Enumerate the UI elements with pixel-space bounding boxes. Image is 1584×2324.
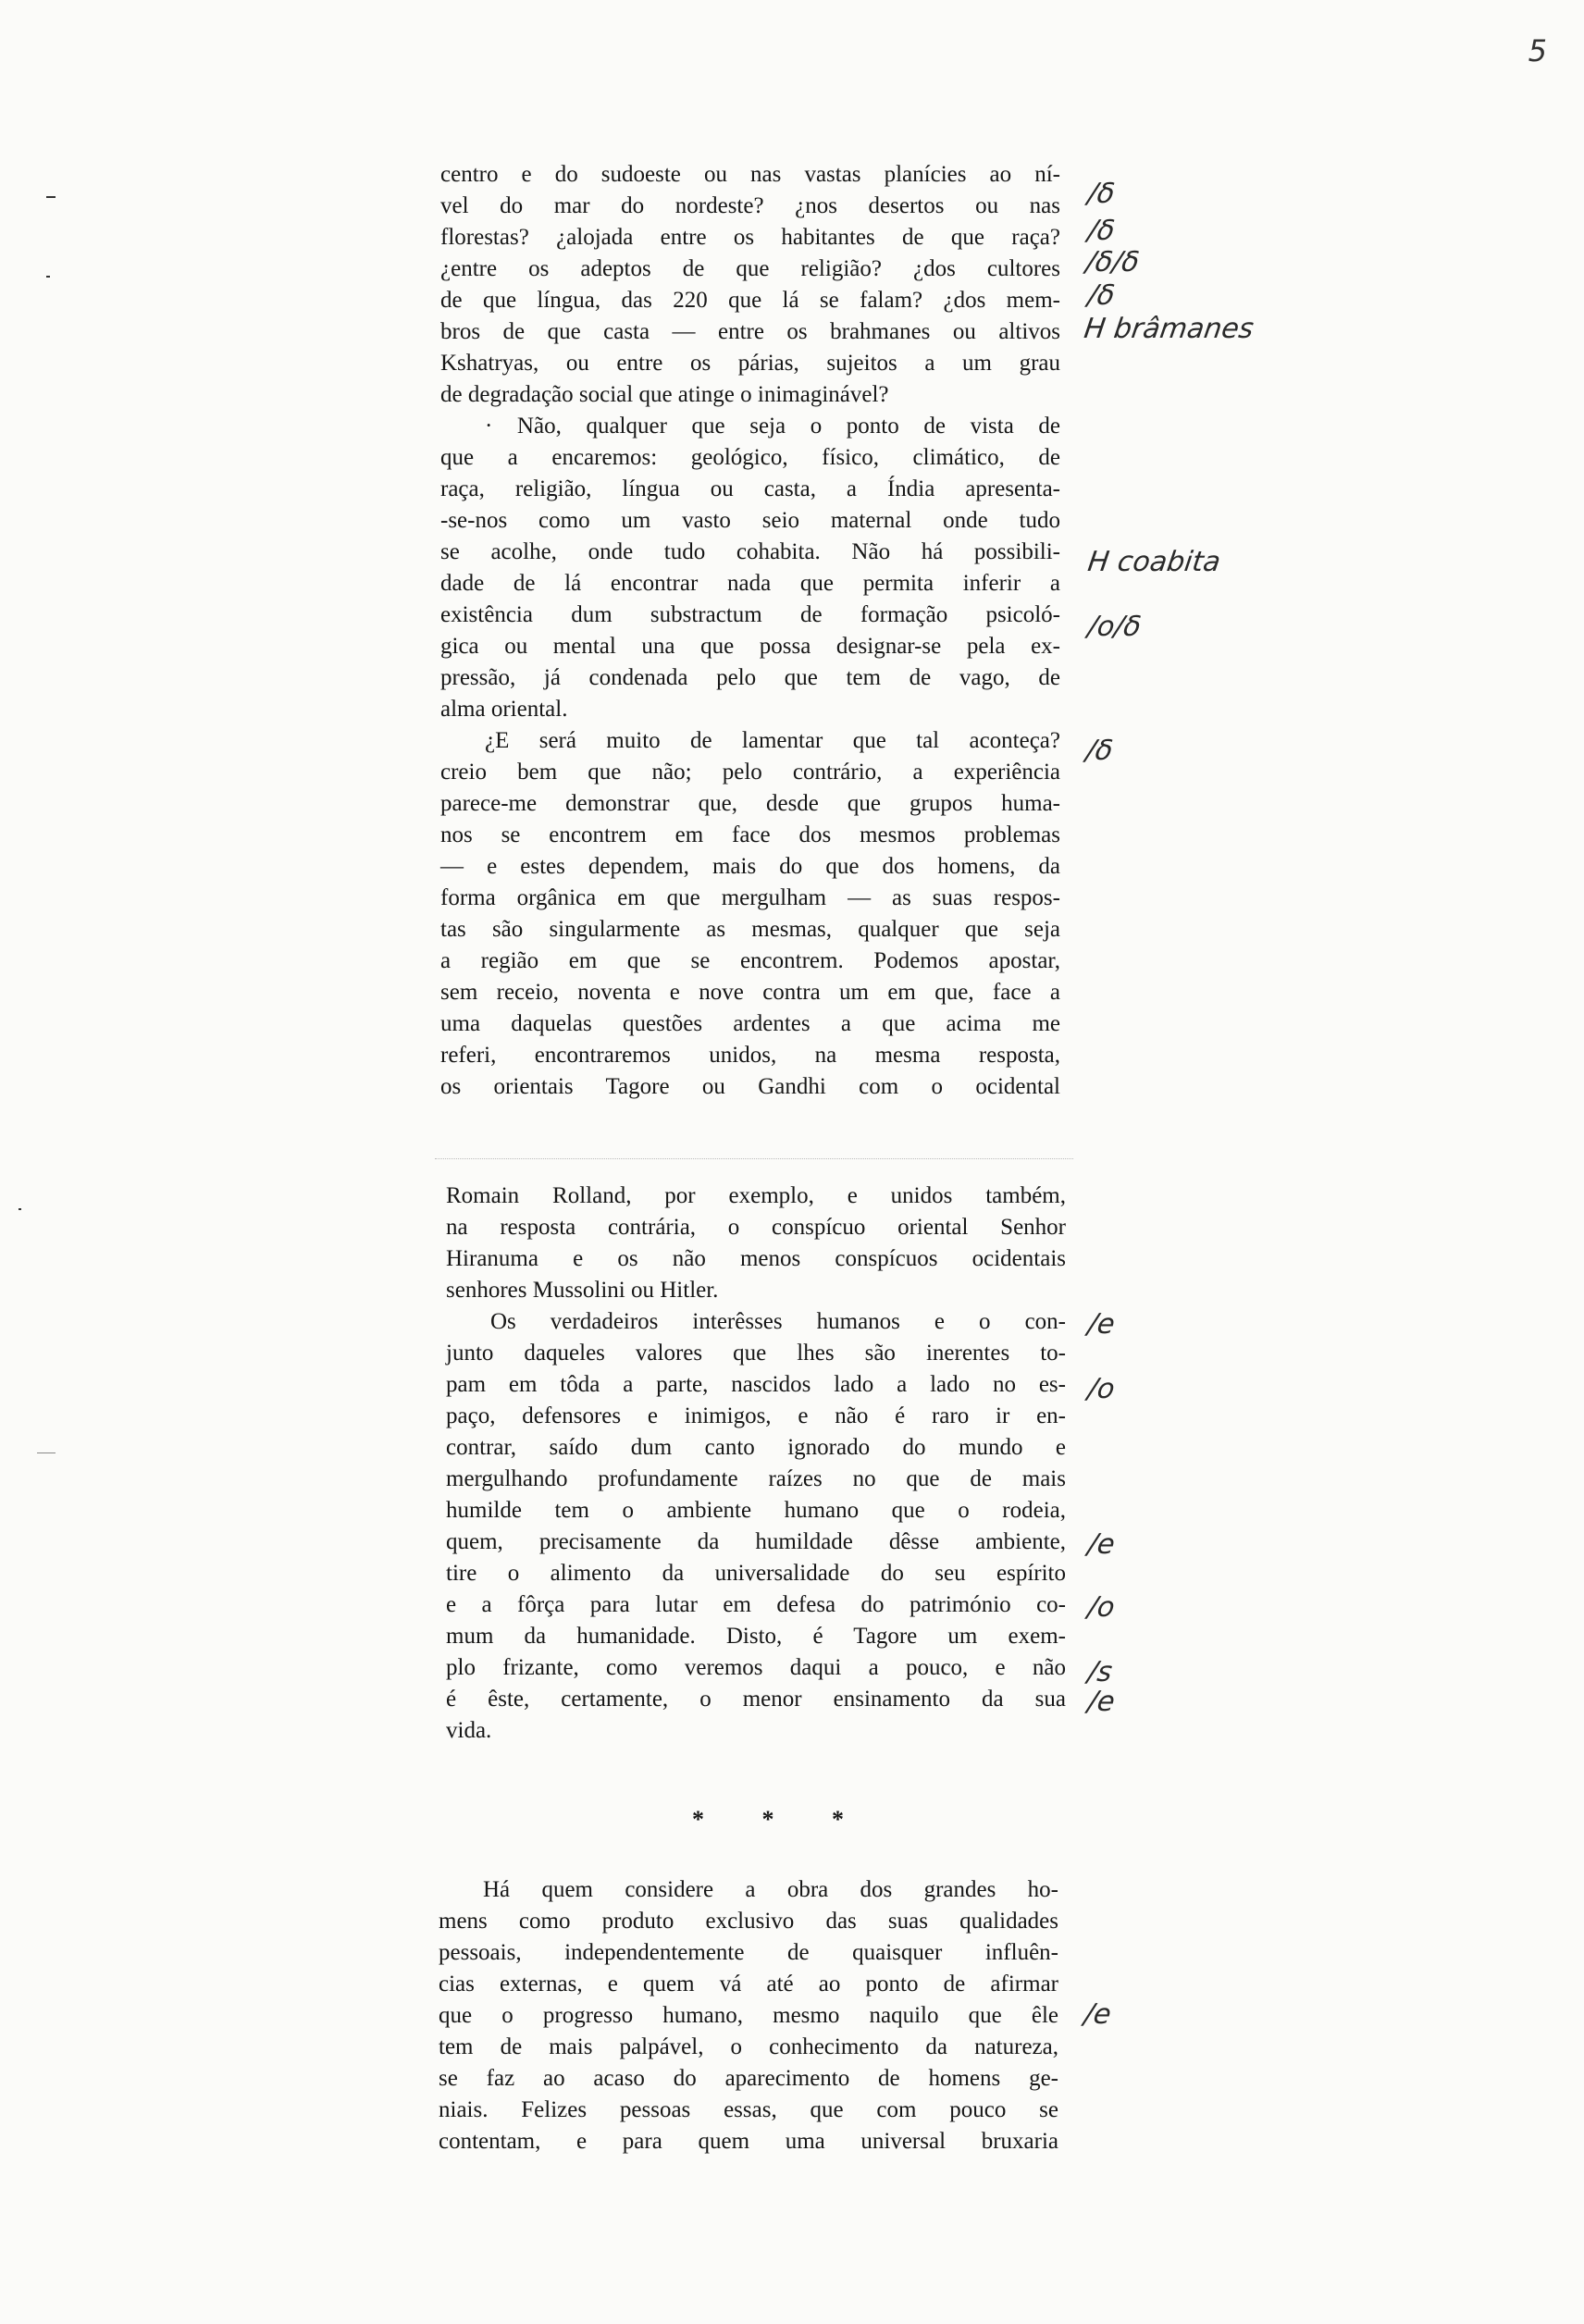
margin-note: /e bbox=[1082, 1998, 1114, 2031]
text-line: de que língua, das 220 que lá se falam? ¿dos mem- bbox=[440, 288, 1060, 313]
text-line: uma daquelas questões ardentes a que acima me bbox=[440, 1011, 1060, 1036]
text-line: ¿E será muito de lamentar que tal aconteça? bbox=[485, 728, 1060, 753]
scan-speck bbox=[37, 1452, 56, 1453]
margin-note: H brâmanes bbox=[1082, 313, 1256, 345]
text-line: raça, religião, língua ou casta, a Índia apresenta- bbox=[440, 476, 1060, 501]
margin-note: /e bbox=[1085, 1308, 1118, 1341]
text-line: tire o alimento da universalidade do seu espírito bbox=[446, 1561, 1066, 1586]
fold-line bbox=[435, 1158, 1073, 1160]
text-line: pessoais, independentemente de quaisquer influên- bbox=[439, 1940, 1058, 1965]
text-line: existência dum substractum de formação psicoló- bbox=[440, 602, 1060, 627]
text-line: -se-nos como um vasto seio maternal onde tudo bbox=[440, 508, 1060, 533]
scan-speck bbox=[19, 1208, 21, 1210]
text-line: cias externas, e quem vá até ao ponto de afirmar bbox=[439, 1972, 1058, 1996]
text-line: referi, encontraremos unidos, na mesma resposta, bbox=[440, 1043, 1060, 1068]
margin-note: H coabita bbox=[1085, 546, 1223, 578]
text-line: que a encaremos: geológico, físico, climático, de bbox=[440, 445, 1060, 470]
text-line: Os verdadeiros interêsses humanos e o con- bbox=[490, 1309, 1066, 1334]
text-line: é êste, certamente, o menor ensinamento da sua bbox=[446, 1687, 1066, 1712]
text-line: pressão, já condenada pelo que tem de vago, de bbox=[440, 665, 1060, 690]
text-line: Hiranuma e os não menos conspícuos ocidentais bbox=[446, 1246, 1066, 1271]
text-line: mens como produto exclusivo das suas qualidades bbox=[439, 1909, 1058, 1934]
text-line: niais. Felizes pessoas essas, que com pouco se bbox=[439, 2097, 1058, 2122]
section-separator: * * * bbox=[692, 1806, 870, 1833]
text-line: tas são singularmente as mesmas, qualquer que seja bbox=[440, 917, 1060, 942]
margin-note: /e bbox=[1085, 1528, 1118, 1561]
text-line: dade de lá encontrar nada que permita inferir a bbox=[440, 571, 1060, 596]
text-line: na resposta contrária, o conspícuo oriental Senhor bbox=[446, 1215, 1066, 1240]
text-line: se acolhe, onde tudo cohabita. Não há possibili- bbox=[440, 539, 1060, 564]
text-line: sem receio, noventa e nove contra um em que, face a bbox=[440, 980, 1060, 1005]
text-line: Há quem considere a obra dos grandes ho- bbox=[483, 1877, 1058, 1902]
text-line: gica ou mental una que possa designar-se pela ex- bbox=[440, 634, 1060, 659]
margin-note: /o bbox=[1085, 1591, 1117, 1624]
text-line: contentam, e para quem uma universal bruxaria bbox=[439, 2129, 1058, 2154]
text-line: mergulhando profundamente raízes no que de mais bbox=[446, 1466, 1066, 1491]
text-line: Romain Rolland, por exemplo, e unidos também, bbox=[446, 1183, 1066, 1208]
text-line: e a fôrça para lutar em defesa do património co- bbox=[446, 1592, 1066, 1617]
text-line: paço, defensores e inimigos, e não é raro ir en- bbox=[446, 1403, 1066, 1428]
margin-note: /o/δ bbox=[1085, 611, 1144, 643]
text-line: quem, precisamente da humildade dêsse ambiente, bbox=[446, 1529, 1066, 1554]
text-line: tem de mais palpável, o conhecimento da natureza, bbox=[439, 2034, 1058, 2059]
text-line: de degradação social que atinge o inimaginável? bbox=[440, 382, 889, 407]
margin-note: /e bbox=[1085, 1686, 1118, 1718]
margin-note: /δ bbox=[1085, 178, 1117, 210]
text-line: creio bem que não; pelo contrário, a experiência bbox=[440, 760, 1060, 785]
text-line: · Não, qualquer que seja o ponto de vista de bbox=[485, 414, 1060, 439]
margin-note: /δ bbox=[1085, 279, 1117, 312]
margin-note: /δ bbox=[1083, 735, 1115, 767]
text-line: vida. bbox=[446, 1718, 492, 1743]
text-line: alma oriental. bbox=[440, 697, 568, 722]
text-line: florestas? ¿alojada entre os habitantes de que raça? bbox=[440, 225, 1060, 250]
corner-page-mark: 5 bbox=[1528, 33, 1547, 68]
text-line: os orientais Tagore ou Gandhi com o ocidental bbox=[440, 1074, 1060, 1099]
text-line: junto daqueles valores que lhes são inerentes to- bbox=[446, 1341, 1066, 1366]
text-line: — e estes dependem, mais do que dos homens, da bbox=[440, 854, 1060, 879]
text-line: que o progresso humano, mesmo naquilo que êle bbox=[439, 2003, 1058, 2028]
margin-note: /δ/δ bbox=[1083, 246, 1142, 278]
text-line: mum da humanidade. Disto, é Tagore um exem- bbox=[446, 1624, 1066, 1649]
text-line: humilde tem o ambiente humano que o rodeia, bbox=[446, 1498, 1066, 1523]
text-line: forma orgânica em que mergulham — as suas respos- bbox=[440, 885, 1060, 910]
text-line: contrar, saído dum canto ignorado do mundo e bbox=[446, 1435, 1066, 1460]
text-line: vel do mar do nordeste? ¿nos desertos ou nas bbox=[440, 193, 1060, 218]
text-line: centro e do sudoeste ou nas vastas planícies ao ní- bbox=[440, 162, 1060, 187]
text-line: senhores Mussolini ou Hitler. bbox=[446, 1278, 719, 1303]
text-line: bros de que casta — entre os brahmanes ou altivos bbox=[440, 319, 1060, 344]
text-line: a região em que se encontrem. Podemos apostar, bbox=[440, 948, 1060, 973]
scan-speck bbox=[46, 196, 56, 198]
text-line: se faz ao acaso do aparecimento de homens ge- bbox=[439, 2066, 1058, 2091]
margin-note: /δ bbox=[1085, 215, 1117, 247]
text-line: nos se encontrem em face dos mesmos problemas bbox=[440, 822, 1060, 847]
text-line: Kshatryas, ou entre os párias, sujeitos a um grau bbox=[440, 351, 1060, 376]
scan-speck bbox=[46, 276, 50, 278]
text-line: parece-me demonstrar que, desde que grupos huma- bbox=[440, 791, 1060, 816]
margin-note: /o bbox=[1085, 1373, 1117, 1405]
margin-note: /s bbox=[1085, 1656, 1115, 1688]
text-line: pam em tôda a parte, nascidos lado a lado no es- bbox=[446, 1372, 1066, 1397]
text-line: ¿entre os adeptos de que religião? ¿dos cultores bbox=[440, 256, 1060, 281]
text-line: plo frizante, como veremos daqui a pouco, e não bbox=[446, 1655, 1066, 1680]
